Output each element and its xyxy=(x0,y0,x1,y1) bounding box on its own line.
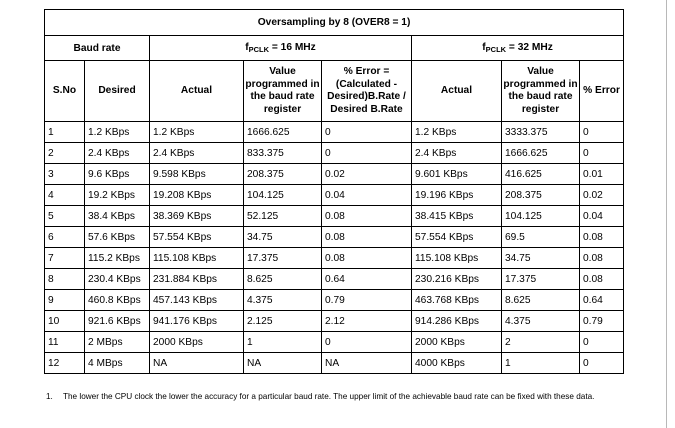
cell-desired: 230.4 KBps xyxy=(85,269,150,290)
footnote-text: The lower the CPU clock the lower the accuracy for a particular baud rate. The upper limit of the achievable baud rate can be fixed with these data. xyxy=(63,392,595,401)
cell-desired: 57.6 KBps xyxy=(85,227,150,248)
table-row xyxy=(45,185,624,206)
cell-sno: 11 xyxy=(45,332,85,353)
cell-error-32: 0.08 xyxy=(580,227,624,248)
cell-actual-32: 9.601 KBps xyxy=(412,164,502,185)
table-row xyxy=(45,164,624,185)
cell-value-16: 17.375 xyxy=(244,248,322,269)
cell-actual-16: 57.554 KBps xyxy=(150,227,244,248)
cell-sno: 2 xyxy=(45,143,85,164)
cell-error-32: 0.79 xyxy=(580,311,624,332)
cell-value-16: 1 xyxy=(244,332,322,353)
cell-value-32: 416.625 xyxy=(502,164,580,185)
col-header-sno: S.No xyxy=(45,61,85,122)
cell-sno: 7 xyxy=(45,248,85,269)
cell-value-16: 4.375 xyxy=(244,290,322,311)
fpclk-subscript: PCLK xyxy=(485,44,507,54)
cell-sno: 10 xyxy=(45,311,85,332)
cell-sno: 9 xyxy=(45,290,85,311)
col-header-actual-32: Actual xyxy=(412,61,502,122)
col-header-value-32: Value programmed in the baud rate register xyxy=(502,61,580,122)
footnote-number: 1. xyxy=(46,392,53,401)
baud-rate-header: Baud rate xyxy=(45,36,150,61)
cell-error-16: 0 xyxy=(322,143,412,164)
cell-value-32: 8.625 xyxy=(502,290,580,311)
cell-actual-16: 457.143 KBps xyxy=(150,290,244,311)
fpclk-32mhz-header xyxy=(412,36,624,61)
table-row xyxy=(45,122,624,143)
cell-actual-16: 38.369 KBps xyxy=(150,206,244,227)
table-row xyxy=(45,311,624,332)
cell-actual-32: 914.286 KBps xyxy=(412,311,502,332)
table-title: Oversampling by 8 (OVER8 = 1) xyxy=(45,10,624,36)
cell-value-32: 1666.625 xyxy=(502,143,580,164)
cell-value-16: 208.375 xyxy=(244,164,322,185)
cell-desired: 2.4 KBps xyxy=(85,143,150,164)
cell-desired: 19.2 KBps xyxy=(85,185,150,206)
cell-value-32: 2 xyxy=(502,332,580,353)
cell-value-16: 2.125 xyxy=(244,311,322,332)
cell-value-32: 17.375 xyxy=(502,269,580,290)
cell-actual-16: 941.176 KBps xyxy=(150,311,244,332)
cell-actual-16: 1.2 KBps xyxy=(150,122,244,143)
table-row xyxy=(45,248,624,269)
cell-desired: 38.4 KBps xyxy=(85,206,150,227)
cell-value-16: 34.75 xyxy=(244,227,322,248)
cell-value-32: 1 xyxy=(502,353,580,374)
cell-value-32: 34.75 xyxy=(502,248,580,269)
cell-actual-16: 19.208 KBps xyxy=(150,185,244,206)
cell-value-16: 104.125 xyxy=(244,185,322,206)
cell-error-32: 0.04 xyxy=(580,206,624,227)
cell-sno: 8 xyxy=(45,269,85,290)
cell-error-32: 0 xyxy=(580,143,624,164)
cell-desired: 460.8 KBps xyxy=(85,290,150,311)
cell-error-32: 0.01 xyxy=(580,164,624,185)
cell-actual-16: 9.598 KBps xyxy=(150,164,244,185)
table-row xyxy=(45,227,624,248)
cell-sno: 5 xyxy=(45,206,85,227)
cell-desired: 4 MBps xyxy=(85,353,150,374)
cell-actual-32: 463.768 KBps xyxy=(412,290,502,311)
cell-error-16: 0.08 xyxy=(322,248,412,269)
fpclk-value: = 32 MHz xyxy=(506,41,553,53)
cell-error-16: 0.64 xyxy=(322,269,412,290)
fpclk-prefix: f xyxy=(245,41,249,53)
cell-actual-32: 2.4 KBps xyxy=(412,143,502,164)
cell-actual-32: 4000 KBps xyxy=(412,353,502,374)
table-row xyxy=(45,269,624,290)
cell-error-32: 0 xyxy=(580,122,624,143)
cell-sno: 4 xyxy=(45,185,85,206)
cell-actual-32: 57.554 KBps xyxy=(412,227,502,248)
cell-actual-32: 115.108 KBps xyxy=(412,248,502,269)
cell-desired: 1.2 KBps xyxy=(85,122,150,143)
table-row xyxy=(45,332,624,353)
cell-value-32: 104.125 xyxy=(502,206,580,227)
cell-error-16: 0.02 xyxy=(322,164,412,185)
cell-value-16: 1666.625 xyxy=(244,122,322,143)
cell-value-32: 208.375 xyxy=(502,185,580,206)
table-row xyxy=(45,143,624,164)
cell-actual-16: 115.108 KBps xyxy=(150,248,244,269)
cell-actual-16: 231.884 KBps xyxy=(150,269,244,290)
col-header-error-16: % Error = (Calculated - Desired)B.Rate / Desired B.Rate xyxy=(322,61,412,122)
table-body xyxy=(45,122,624,374)
col-header-value-16: Value programmed in the baud rate register xyxy=(244,61,322,122)
cell-sno: 1 xyxy=(45,122,85,143)
cell-actual-32: 1.2 KBps xyxy=(412,122,502,143)
table-row xyxy=(45,353,624,374)
cell-desired: 2 MBps xyxy=(85,332,150,353)
cell-error-32: 0.08 xyxy=(580,269,624,290)
table-row xyxy=(45,290,624,311)
cell-value-16: 833.375 xyxy=(244,143,322,164)
cell-error-16: 0.08 xyxy=(322,206,412,227)
cell-value-32: 69.5 xyxy=(502,227,580,248)
cell-error-16: 0.04 xyxy=(322,185,412,206)
col-header-desired: Desired xyxy=(85,61,150,122)
cell-value-16: 52.125 xyxy=(244,206,322,227)
cell-error-16: 0.79 xyxy=(322,290,412,311)
cell-value-32: 4.375 xyxy=(502,311,580,332)
table-row xyxy=(45,206,624,227)
cell-sno: 6 xyxy=(45,227,85,248)
fpclk-subscript: PCLK xyxy=(248,44,270,54)
cell-actual-32: 2000 KBps xyxy=(412,332,502,353)
fpclk-prefix: f xyxy=(482,41,486,53)
cell-actual-16: 2.4 KBps xyxy=(150,143,244,164)
cell-sno: 3 xyxy=(45,164,85,185)
cell-error-16: 0.08 xyxy=(322,227,412,248)
cell-error-32: 0 xyxy=(580,353,624,374)
cell-error-16: 0 xyxy=(322,122,412,143)
cell-value-32: 3333.375 xyxy=(502,122,580,143)
cell-sno: 12 xyxy=(45,353,85,374)
cell-error-16: 2.12 xyxy=(322,311,412,332)
cell-actual-16: 2000 KBps xyxy=(150,332,244,353)
cell-error-32: 0.02 xyxy=(580,185,624,206)
fpclk-16mhz-header xyxy=(150,36,412,61)
cell-actual-32: 230.216 KBps xyxy=(412,269,502,290)
fpclk-value: = 16 MHz xyxy=(269,41,316,53)
cell-error-32: 0.64 xyxy=(580,290,624,311)
cell-error-32: 0 xyxy=(580,332,624,353)
cell-error-32: 0.08 xyxy=(580,248,624,269)
cell-desired: 115.2 KBps xyxy=(85,248,150,269)
cell-actual-32: 38.415 KBps xyxy=(412,206,502,227)
cell-error-16: 0 xyxy=(322,332,412,353)
cell-error-16: NA xyxy=(322,353,412,374)
footnote xyxy=(46,392,624,402)
cell-desired: 9.6 KBps xyxy=(85,164,150,185)
cell-actual-16: NA xyxy=(150,353,244,374)
cell-actual-32: 19.196 KBps xyxy=(412,185,502,206)
cell-value-16: 8.625 xyxy=(244,269,322,290)
page-edge-rule xyxy=(666,0,667,428)
cell-desired: 921.6 KBps xyxy=(85,311,150,332)
baud-rate-table xyxy=(44,9,624,374)
col-header-error-32: % Error xyxy=(580,61,624,122)
cell-value-16: NA xyxy=(244,353,322,374)
col-header-actual-16: Actual xyxy=(150,61,244,122)
